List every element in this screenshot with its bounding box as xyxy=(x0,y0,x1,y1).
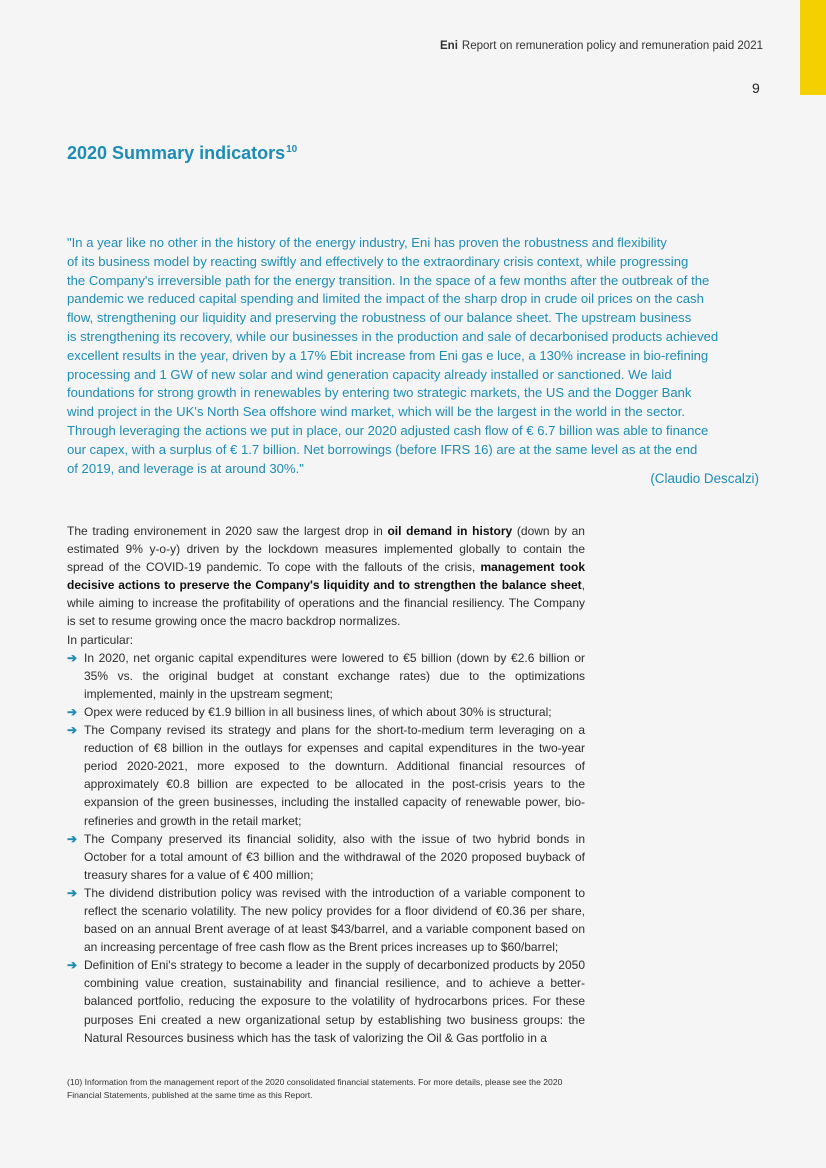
quote-line: is strengthening its recovery, while our businesses in the production and sale of decarbonised products achieved xyxy=(67,328,719,344)
emphasis-text: management took decisive actions to preserve the Company's liquidity and to strengthen the balance sheet xyxy=(67,560,585,593)
quote-line: excellent results in the year, driven by a 17% Ebit increase from Eni gas e luce, a 130% increase in bio-refining xyxy=(67,347,709,363)
quote-line: pandemic we reduced capital spending and limited the impact of the sharp drop in crude oil prices on the cash xyxy=(67,291,704,307)
quote-line: Through leveraging the actions we put in place, our 2020 adjusted cash flow of € 6.7 billion was able to finance xyxy=(67,422,709,438)
quote-line: our capex, with a surplus of € 1.7 billion. Net borrowings (before IFRS 16) are at the same level as at the end xyxy=(67,441,698,457)
quote-line: foundations for strong growth in renewables by entering two strategic markets, the US and the Dogger Bank xyxy=(67,385,692,401)
quote-line: of 2019, and leverage is at around 30%." xyxy=(67,460,304,476)
quote-line: processing and 1 GW of new solar and wind generation capacity already installed or sanctioned. We laid xyxy=(67,366,672,382)
quote-line: wind project in the UK's North Sea offshore wind market, which will be the largest in the world in the sector. xyxy=(67,404,685,420)
text-run: , while aiming to increase the profitability of operations and the financial resiliency. The Company is set to resume growing once the macro backdrop normalizes. xyxy=(67,578,585,629)
intro-paragraph xyxy=(67,522,585,631)
text-run: (down by an estimated 9% y-o-y) driven by the lockdown measures implemented globally to contain the spread of the COVID-19 pandemic. To cope with the fallouts of the crisis, xyxy=(67,524,585,575)
list-item-text: Definition of Eni's strategy to become a leader in the supply of decarbonized products by 2050 combining value creation, sustainability and financial resilience, and to achieve a better-balanced portfolio, reducing the exposure to the volatility of hydrocarbons prices. For these purposes Eni created a new organizational setup by establishing two business groups: the Natural Resources business which has the task of valorizing the Oil & Gas portfolio in a xyxy=(84,958,585,1045)
arrow-right-icon: ➔ xyxy=(67,704,78,719)
ceo-quote xyxy=(67,234,759,478)
section-title-text: 2020 Summary indicators xyxy=(67,143,286,163)
text-run: The trading environement in 2020 saw the largest drop in xyxy=(67,524,388,538)
arrow-right-icon: ➔ xyxy=(67,650,78,665)
list-item-text: Opex were reduced by €1.9 billion in all business lines, of which about 30% is structural; xyxy=(84,704,552,719)
quote-line: of its business model by reacting swiftly and effectively to the extraordinary crisis context, while progressing xyxy=(67,253,689,269)
list-item xyxy=(67,703,585,721)
section-color-tab xyxy=(800,0,826,95)
footnote: (10) Information from the management report of the 2020 consolidated financial statements. For more details, please see the 2020 Financial Statements, published at the same time as this Report. xyxy=(67,1077,563,1100)
quote-author: (Claudio Descalzi) xyxy=(650,471,759,486)
quote-line: flow, strengthening our liquidity and preserving the robustness of our balance sheet. The upstream business xyxy=(67,310,692,326)
list-item-text: The Company revised its strategy and plans for the short-to-medium term leveraging on a reduction of €8 billion in the outlays for expenses and capital expenditures in the two-year period 2020-2021, more exposed to the downturn. Additional financial resources of approximately €0.8 billion are expected to be allocated in the post-crisis years to the expansion of the green businesses, including the installed capacity of renewable power, bio-refineries and growth in the retail market; xyxy=(84,723,585,828)
list-item xyxy=(67,956,585,1046)
list-item-text: The Company preserved its financial solidity, also with the issue of two hybrid bonds in October for a total amount of €3 billion and the withdrawal of the 2020 proposed buyback of treasury shares for a value of € 400 million; xyxy=(84,831,585,882)
arrow-right-icon: ➔ xyxy=(67,958,78,973)
arrow-right-icon: ➔ xyxy=(67,831,78,846)
running-header xyxy=(440,40,763,52)
section-title xyxy=(67,143,297,164)
footnote-reference: 10 xyxy=(286,144,298,155)
list-item xyxy=(67,830,585,884)
list-item xyxy=(67,884,585,956)
quote-line: the Company's irreversible path for the energy transition. In the space of a few months after the outbreak of the xyxy=(67,272,710,288)
emphasis-text: oil demand in history xyxy=(387,524,513,538)
list-item xyxy=(67,649,585,703)
header-brand: Eni xyxy=(440,40,458,52)
list-intro: In particular: xyxy=(67,632,134,647)
body-text xyxy=(67,522,585,1047)
bullet-list xyxy=(67,649,585,1047)
list-item xyxy=(67,721,585,830)
quote-line: "In a year like no other in the history of the energy industry, Eni has proven the robustness and flexibility xyxy=(67,235,667,250)
page-number: 9 xyxy=(752,80,760,96)
header-report-title: Report on remuneration policy and remuneration paid 2021 xyxy=(461,40,763,52)
arrow-right-icon: ➔ xyxy=(67,885,78,900)
arrow-right-icon: ➔ xyxy=(67,723,78,738)
list-item-text: In 2020, net organic capital expenditures were lowered to €5 billion (down by €2.6 billion or 35% vs. the original budget at constant exchange rates) due to the optimizations implemented, mainly in the upstream segment; xyxy=(84,650,585,701)
list-item-text: The dividend distribution policy was revised with the introduction of a variable component to reflect the scenario volatility. The new policy provides for a floor dividend of €0.36 per share, based on an annual Brent average of at least $43/barrel, and a variable component based on an increasing percentage of free cash flow as the Brent prices increases up to $60/barrel; xyxy=(84,885,585,955)
